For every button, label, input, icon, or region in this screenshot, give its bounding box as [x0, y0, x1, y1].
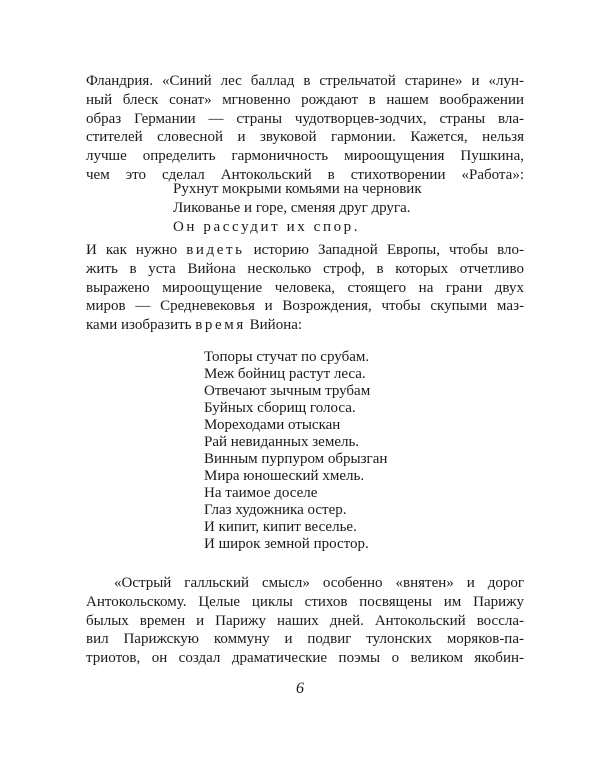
- text-line: ный блеск сонат» мгновенно рождают в нашем воображении: [86, 91, 524, 108]
- paragraph-intro: [86, 72, 524, 185]
- verse-line-spaced: Он рассудит их спор.: [173, 218, 361, 235]
- verse-line: Буйных сборищ голоса.: [204, 400, 356, 416]
- paragraph-paris: [86, 574, 524, 668]
- text-line: [86, 316, 524, 335]
- text-fragment: И как нужно: [86, 242, 187, 258]
- verse-line: Отвечают зычным трубам: [204, 383, 371, 399]
- verse-line: Ликованье и горе, сменяя друг друга.: [173, 199, 411, 216]
- text-line: образ Германии — страны чудотворцев-зодчих, страны вла-: [86, 110, 524, 127]
- text-line: жить в уста Вийона несколько строф, в которых отчетливо: [86, 260, 524, 277]
- text-fragment: ками изобразить: [86, 317, 196, 334]
- page-number: 6: [296, 680, 304, 697]
- text-line: [86, 241, 524, 260]
- text-line: чем это сделал Антокольский в стихотворении «Работа»:: [86, 166, 524, 183]
- verse-line: И широк земной простор.: [204, 536, 369, 552]
- verse-line: Мореходами отыскан: [204, 417, 341, 433]
- verse-quote-rabota: [173, 180, 422, 236]
- verse-line: На таимое доселе: [204, 485, 318, 501]
- text-fragment: историю Западной Европы, чтобы вло-: [244, 242, 524, 258]
- text-line: Антокольскому. Целые циклы стихов посвящены им Парижу: [86, 593, 524, 610]
- verse-line: Меж бойниц растут леса.: [204, 366, 366, 382]
- verse-line: И кипит, кипит веселье.: [204, 519, 357, 535]
- verse-line: Мира юношеский хмель.: [204, 468, 365, 484]
- paragraph-villon: [86, 241, 524, 335]
- text-line: выражено мироощущение человека, стоящего на грани двух: [86, 279, 524, 296]
- verse-line: Топоры стучат по срубам.: [204, 349, 370, 365]
- verse-line: Рай невиданных земель.: [204, 434, 360, 450]
- text-line: былых времен и Парижу наших дней. Антокольский воссла-: [86, 612, 524, 629]
- text-line: «Острый галльский смысл» особенно «внятен» и дорог: [114, 575, 524, 591]
- verse-line: Винным пурпуром обрызган: [204, 451, 388, 467]
- verse-line: Глаз художника остер.: [204, 502, 347, 518]
- text-line: вил Парижскую коммуну и подвиг тулонских моряков-па-: [86, 631, 524, 648]
- text-line: триотов, он создал драматические поэмы о великом якобин-: [86, 650, 524, 667]
- emphasis-spaced-word: видеть: [186, 242, 245, 258]
- text-fragment: Вийона:: [245, 317, 303, 334]
- text-line: миров — Средневековья и Возрождения, чтобы скупыми мaз-: [86, 298, 524, 315]
- text-line: лучше определить гармоничность мироощущения Пушкина,: [86, 148, 524, 165]
- text-line: Фландрия. «Синий лес баллад в стрельчатой старине» и «лун-: [86, 73, 524, 89]
- verse-line: Рухнут мокрыми комьями на черновик: [173, 181, 422, 197]
- text-line: стителей словесной и звуковой гармонии. Кажется, нельзя: [86, 129, 524, 146]
- verse-quote-villon: [204, 349, 387, 553]
- emphasis-spaced-word: время: [195, 317, 246, 334]
